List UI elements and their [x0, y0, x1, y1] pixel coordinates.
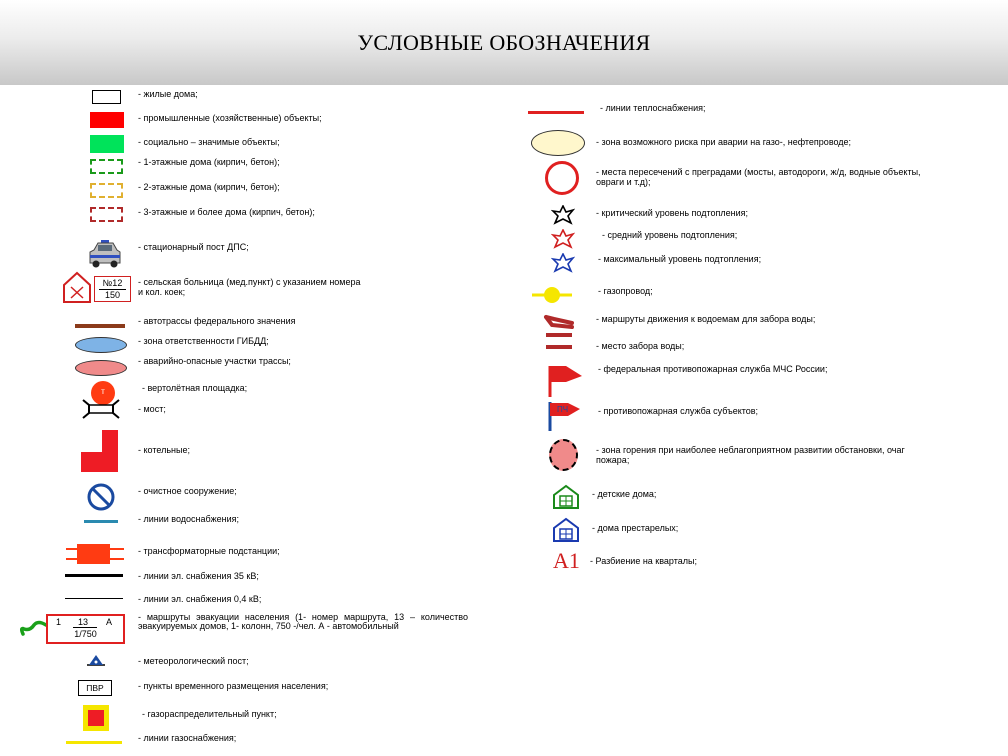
block-division-mark: А1	[553, 548, 580, 573]
page-title: УСЛОВНЫЕ ОБОЗНАЧЕНИЯ	[357, 30, 651, 55]
legend-label: - детские дома;	[592, 489, 657, 499]
two-storey-house-symbol	[90, 183, 123, 198]
flood-medium-star-icon	[551, 229, 575, 249]
legend-label: - мост;	[138, 404, 166, 414]
legend-label: - зона горения при наиболее неблагоприятном развитии обстановки, очаг пожара;	[596, 445, 905, 465]
orphanage-house-icon	[552, 484, 580, 510]
legend-label: - метеорологический пост;	[138, 656, 249, 666]
gas-pipeline-icon	[530, 282, 574, 308]
police-car-icon	[88, 238, 122, 270]
evacuation-divider	[73, 627, 97, 628]
legend-label: - маршруты движения к водоемам для забора воды;	[596, 314, 816, 324]
flood-max-star-icon	[551, 253, 575, 273]
federal-highway-line	[75, 324, 125, 328]
gibdd-zone-ellipse	[75, 337, 127, 353]
evacuation-route-arrow-icon	[18, 617, 48, 639]
bridge-icon	[80, 398, 122, 420]
legend-label: - социально – значимые объекты;	[138, 137, 280, 147]
legend-label: - линии эл. снабжения 35 кВ;	[138, 571, 259, 581]
hospital-beds: 150	[104, 290, 121, 300]
legend-label: - Разбиение на кварталы;	[590, 556, 697, 566]
one-storey-house-symbol	[90, 159, 123, 174]
transformer-substation-icon	[64, 540, 126, 568]
three-storey-house-symbol	[90, 207, 123, 222]
legend-label: - газораспределительный пункт;	[142, 709, 277, 719]
legend-label: - места пересечений с преградами (мосты, автодороги, ж/д, водные объекты, овраги и т.д);	[596, 167, 921, 187]
water-supply-line	[84, 520, 118, 523]
legend-label: - пункты временного размещения населения;	[138, 681, 329, 691]
legend-label: - газопровод;	[598, 286, 653, 296]
legend-label: - противопожарная служба субъектов;	[598, 406, 759, 416]
water-route-icon	[540, 313, 578, 357]
weather-station-icon	[86, 654, 106, 670]
hospital-number: №12	[102, 278, 123, 288]
elderly-home-icon	[552, 517, 580, 543]
legend-label: - сельская больница (мед.пункт) с указанием номера и кол. коек;	[138, 277, 361, 297]
legend-label: - промышленные (хозяйственные) объекты;	[138, 113, 322, 123]
legend-label: - максимальный уровень подтопления;	[598, 254, 762, 264]
legend-label: - жилые дома;	[138, 89, 198, 99]
social-object-symbol	[90, 135, 124, 153]
treatment-facility-icon	[86, 482, 116, 512]
evacuation-people: 1/750	[74, 629, 97, 639]
legend-label: - 2-этажные дома (кирпич, бетон);	[138, 182, 280, 192]
power-line-04kv	[65, 598, 123, 599]
legend-label: - линии теплоснабжения;	[600, 103, 706, 113]
legend-label: - котельные;	[138, 445, 190, 455]
legend-label: - дома престарелых;	[592, 523, 679, 533]
hospital-house-icon	[62, 270, 92, 304]
legend-label: - стационарный пост ДПС;	[138, 242, 249, 252]
legend-label: - зона ответственности ГИБДД;	[138, 336, 269, 346]
legend-label: - линии водоснабжения;	[138, 514, 239, 524]
shelter-code: ПВР	[86, 683, 104, 693]
evacuation-house-count: 13	[78, 617, 89, 627]
power-line-35kv	[65, 574, 123, 577]
burning-zone-ellipse	[549, 439, 578, 471]
legend-label: - федеральная противопожарная служба МЧС России;	[598, 364, 828, 374]
regional-fire-service-flag-text: ПЧ	[557, 405, 569, 414]
legend-label: - 1-этажные дома (кирпич, бетон);	[138, 157, 280, 167]
legend-label: - 3-этажные и более дома (кирпич, бетон);	[138, 207, 315, 217]
evacuation-transport-kind: А	[106, 617, 113, 627]
legend-label: - трансформаторные подстанции;	[138, 546, 280, 556]
flood-critical-star-icon	[551, 205, 575, 225]
legend-label: - вертолётная площадка;	[142, 383, 248, 393]
legend-label: - автотрассы федерального значения	[138, 316, 296, 326]
crossing-point-circle	[545, 161, 579, 195]
legend-label: - место забора воды;	[596, 341, 685, 351]
boiler-house-icon	[78, 428, 124, 474]
legend-label: - критический уровень подтопления;	[596, 208, 749, 218]
legend-label: - средний уровень подтопления;	[602, 230, 738, 240]
evacuation-route-number: 1	[56, 617, 62, 627]
legend-label: - очистное сооружение;	[138, 486, 237, 496]
helipad-mark: т	[101, 387, 105, 396]
legend-label: - линии газоснабжения;	[138, 733, 237, 743]
dangerous-section-ellipse	[75, 360, 127, 376]
industrial-object-symbol	[90, 112, 124, 128]
heat-supply-line	[528, 111, 584, 114]
gas-distribution-point-core	[88, 710, 104, 726]
legend-label: - аварийно-опасные участки трассы;	[138, 356, 291, 366]
gas-supply-line	[66, 741, 122, 744]
residential-house-symbol	[92, 90, 121, 104]
legend-label: - зона возможного риска при аварии на газо-, нефтепроводе;	[596, 137, 852, 147]
pipeline-risk-zone-ellipse	[531, 130, 585, 156]
federal-fire-service-flag-icon	[546, 364, 586, 398]
legend-label: - линии эл. снабжения 0,4 кВ;	[138, 594, 262, 604]
legend-label: - маршруты эвакуации населения (1- номер маршрута, 13 – количество эвакуируемых домов, 1- колонн, 750 -/чел. А - автомобильный	[138, 612, 468, 631]
